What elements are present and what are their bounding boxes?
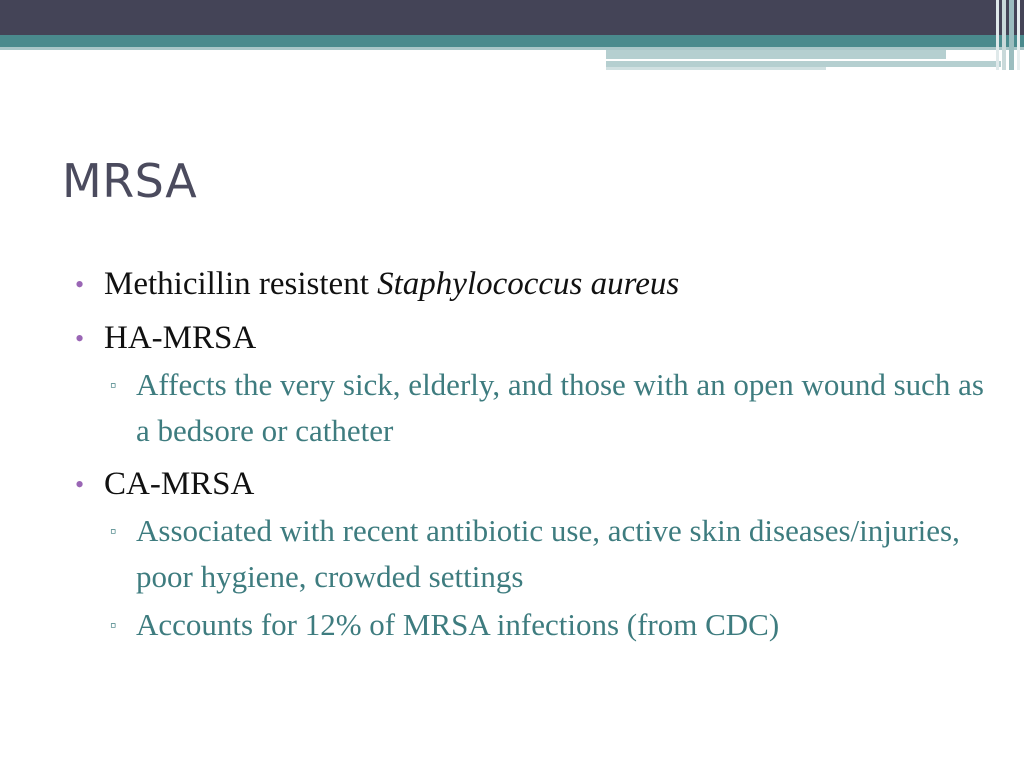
header-teal-band: [0, 35, 1024, 47]
header-dark-band: [0, 0, 1024, 35]
header-accent-bar: [606, 67, 826, 70]
sub-bullet-icon: ▫: [110, 615, 117, 635]
stripe: [1017, 0, 1020, 70]
stripe: [1002, 0, 1006, 70]
stripe: [996, 0, 999, 70]
bullet-icon: •: [75, 270, 85, 299]
sub-bullet-icon: ▫: [110, 521, 117, 541]
sub-bullet-icon: ▫: [110, 375, 117, 395]
header-vertical-stripes: [996, 0, 1020, 70]
sub-item-text: Accounts for 12% of MRSA infections (from CDC): [136, 607, 780, 642]
stripe: [1009, 0, 1014, 70]
sub-list-item: [74, 362, 994, 454]
sub-item-text: Associated with recent antibiotic use, active skin diseases/injuries, poor hygiene, crowded settings: [136, 513, 960, 594]
bullet-list: [74, 262, 994, 650]
sub-item-text: Affects the very sick, elderly, and those with an open wound such as a bedsore or catheter: [136, 367, 984, 448]
header-accent-bar: [606, 50, 946, 59]
bullet-icon: •: [75, 470, 85, 499]
list-item: [74, 262, 994, 306]
list-item: [74, 462, 994, 506]
sub-list-item: [74, 508, 994, 600]
item-text: CA-MRSA: [104, 466, 255, 502]
item-text-italic: Staphylococcus aureus: [377, 266, 680, 302]
slide-title: MRSA: [62, 154, 198, 208]
sub-list-item: [74, 602, 994, 648]
list-item: [74, 316, 994, 360]
bullet-icon: •: [75, 324, 85, 353]
item-text: HA-MRSA: [104, 320, 257, 356]
item-text: Methicillin resistent: [104, 266, 378, 302]
